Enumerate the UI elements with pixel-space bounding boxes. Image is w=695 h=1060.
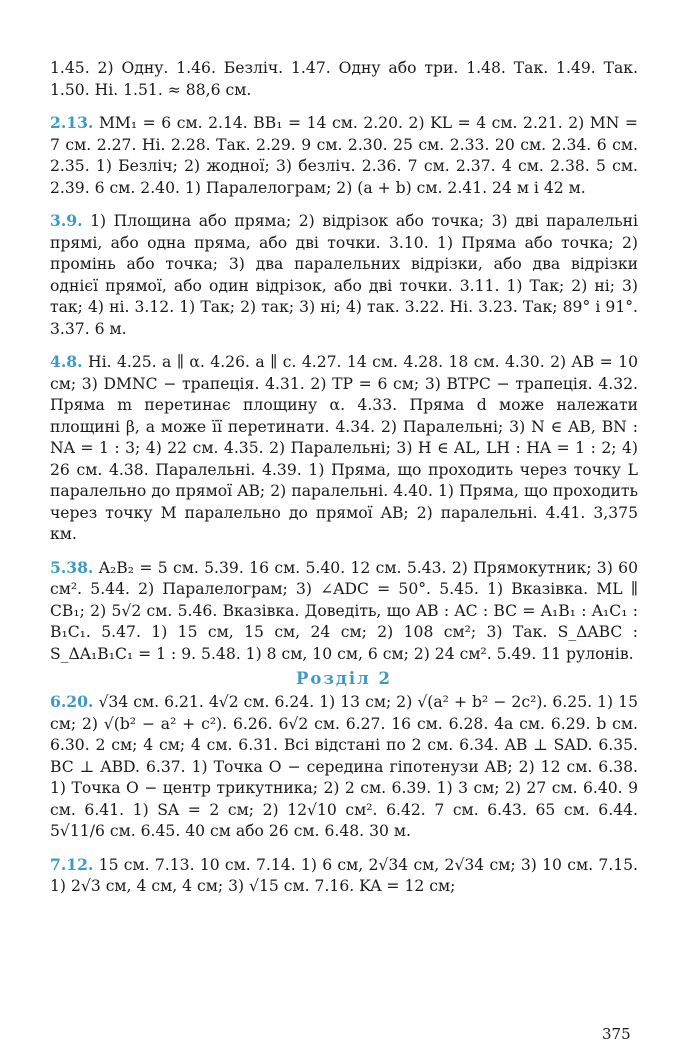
answers-paragraph-3	[50, 210, 638, 340]
problem-number: 5.38.	[50, 557, 94, 577]
answers-paragraph-2	[50, 112, 638, 199]
answers-page	[50, 58, 638, 898]
problem-number: 7.12.	[50, 854, 94, 874]
problem-number: 3.9.	[50, 211, 83, 230]
answers-paragraph-4	[50, 351, 638, 546]
answers-paragraph-7	[50, 854, 638, 898]
answers-paragraph-1	[50, 58, 638, 101]
paragraph-text: √34 см. 6.21. 4√2 см. 6.24. 1) 13 см; 2) √(a² + b² − 2c²). 6.25. 1) 15 см; 2) √(b² − a² + c²). 6.26. 6√2 см. 6.27. 16 см. 6.28. 4a см. 6.29. b см. 6.30. 2 см; 4 см; 4 см. 6.31. Всі відстані по 2 см. 6.34. AB ⊥ SAD. 6.35. BC ⊥ ABD. 6.37. 1) Точка O − середина гіпотенузи AB; 2) 12 см. 6.38. 1) Точка O − центр трикутника; 2) 2 см. 6.39. 1) 3 см; 2) 27 см. 6.40. 9 см. 6.41. 1) SA = 2 см; 2) 12√10 см². 6.42. 7 см. 6.43. 65 см. 6.44. 5√11/6 см. 6.45. 40 см або 26 см. 6.48. 30 м.	[50, 693, 638, 840]
answers-paragraph-6	[50, 691, 638, 843]
section-title: Розділ 2	[295, 669, 393, 688]
problem-number: 6.20.	[50, 692, 94, 711]
answers-paragraph-5	[50, 557, 638, 666]
paragraph-text: 1.45. 2) Одну. 1.46. Безліч. 1.47. Одну або три. 1.48. Так. 1.49. Так. 1.50. Ні. 1.51. ≈ 88,6 см.	[50, 59, 638, 99]
problem-number: 4.8.	[50, 352, 83, 371]
paragraph-text: A₂B₂ = 5 см. 5.39. 16 см. 5.40. 12 см. 5.43. 2) Прямокутник; 3) 60 см². 5.44. 2) Паралелограм; 3) ∠ADC = 50°. 5.45. 1) Вказівка. ML ∥ CB₁; 2) 5√2 см. 5.46. Вказівка. Доведіть, що AB : AC : BC = A₁B₁ : A₁C₁ : B₁C₁. 5.47. 1) 15 см, 15 см, 24 см; 2) 108 см²; 3) Так. S_ΔABC : S_ΔA₁B₁C₁ = 1 : 9. 5.48. 1) 8 см, 10 см, 6 см; 2) 24 см². 5.49. 11 рулонів.	[50, 558, 638, 663]
page-number: 375	[602, 1025, 631, 1043]
paragraph-text: 1) Площина або пряма; 2) відрізок або точка; 3) дві паралельні прямі, або одна пряма, або дві точки. 3.10. 1) Пряма або точка; 2) промінь або точка; 3) два паралельних відрізки, або два відрізки однієї прямої, або один відрізок, або дві точки. 3.11. 1) Так; 2) ні; 3) так; 4) ні. 3.12. 1) Так; 2) так; 3) ні; 4) так. 3.22. Ні. 3.23. Так; 89° і 91°. 3.37. 6 м.	[50, 212, 638, 338]
paragraph-text: Ні. 4.25. a ∥ α. 4.26. a ∥ c. 4.27. 14 см. 4.28. 18 см. 4.30. 2) AB = 10 см; 3) DMNC − трапеція. 4.31. 2) TP = 6 см; 3) BTPC − трапеція. 4.32. Пряма m перетинає площину α. 4.33. Пряма d може належати площині β, а може її перетинати. 4.34. 2) Паралельні; 3) N ∈ AB, BN : NA = 1 : 3; 4) 22 см. 4.35. 2) Паралельні; 3) H ∈ AL, LH : HA = 1 : 2; 4) 26 см. 4.38. Паралельні. 4.39. 1) Пряма, що проходить через точку L паралельно до прямої AB; 2) паралельні. 4.40. 1) Пряма, що проходить через точку M паралельно до прямої AB; 2) паралельні. 4.41. 3,375 км.	[50, 353, 638, 543]
problem-number: 2.13.	[50, 113, 94, 132]
paragraph-text: MM₁ = 6 см. 2.14. BB₁ = 14 см. 2.20. 2) KL = 4 см. 2.21. 2) MN = 7 см. 2.27. Ні. 2.28. Так. 2.29. 9 см. 2.30. 25 см. 2.33. 20 см. 2.34. 6 см. 2.35. 1) Безліч; 2) жодної; 3) безліч. 2.36. 7 см. 2.37. 4 см. 2.38. 5 см. 2.39. 6 см. 2.40. 1) Паралелограм; 2) (a + b) см. 2.41. 24 м і 42 м.	[50, 114, 638, 197]
paragraph-text: 15 см. 7.13. 10 см. 7.14. 1) 6 см, 2√34 см, 2√34 см; 3) 10 см. 7.15. 1) 2√3 см, 4 см, 4 см; 3) √15 см. 7.16. KA = 12 см;	[50, 855, 638, 895]
